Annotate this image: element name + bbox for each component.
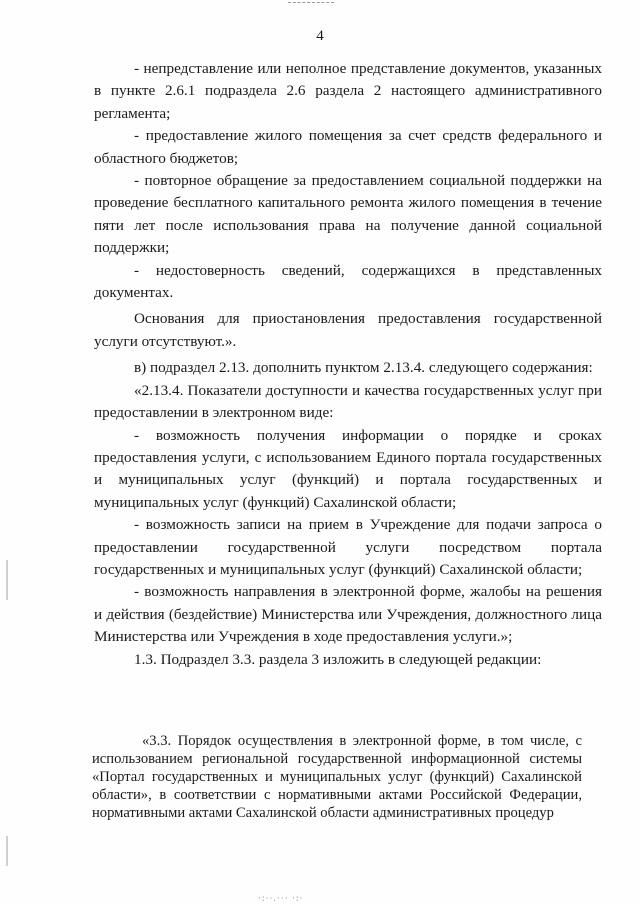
page-number: 4 bbox=[316, 28, 324, 44]
list-item: - недостоверность сведений, содержащихся в представленных документах. bbox=[94, 261, 602, 302]
paragraph: в) подраздел 2.13. дополнить пунктом 2.13.4. следующего содержания: bbox=[134, 359, 593, 377]
scan-edge-mark bbox=[6, 560, 8, 600]
list-item: - повторное обращение за предоставлением социальной поддержки на проведение бесплатного капитального ремонта жилого помещения в течение пяти лет после использования права на получение данной социальной поддержки; bbox=[94, 172, 602, 257]
list-item: - возможность получения информации о порядке и сроках предоставления услуги, с использованием Единого портала государственных и муниципальных услуг (функций) и портала государственных и муниципальных услуг (функций) Сахалинской области; bbox=[94, 426, 602, 511]
list-item: - непредставление или неполное представление документов, указанных в пункте 2.6.1 подраздела 2.6 раздела 2 настоящего административного регламента; bbox=[94, 60, 602, 122]
list-item: - возможность записи на прием в Учреждение для подачи запроса о предоставлении государственной услуги посредством портала государственных и муниципальных услуг (функций) Сахалинской области; bbox=[94, 516, 602, 578]
paragraph: «2.13.4. Показатели доступности и качества государственных услуг при предоставлении в электронном виде: bbox=[94, 381, 602, 422]
list-item: - возможность направления в электронной форме, жалобы на решения и действия (бездействие) Министерства или Учреждения, должностного лица Министерства или Учреждения в ходе предоставления услуги.»; bbox=[94, 583, 602, 646]
list-item: - предоставление жилого помещения за счет средств федерального и областного бюджетов; bbox=[94, 127, 602, 167]
paragraph: Основания для приостановления предоставления государственной услуги отсутствуют.». bbox=[94, 310, 602, 350]
quoted-paragraph: «3.3. Порядок осуществления в электронной форме, в том числе, с использованием региональной государственной информационной системы «Портал государственных и муниципальных услуг (функций) Сахалинской области», в соответствии с нормативными актами Российской Федерации, нормативными актами Сахалинской области административных процедур bbox=[92, 733, 582, 821]
document-body bbox=[94, 58, 602, 671]
quoted-section bbox=[92, 732, 582, 822]
scan-edge-mark bbox=[6, 836, 8, 866]
scan-artifact bbox=[288, 2, 334, 6]
paragraph: 1.3. Подраздел 3.3. раздела 3 изложить в следующей редакции: bbox=[134, 650, 542, 668]
scan-artifact: ·:··.··· ·:· bbox=[258, 893, 304, 903]
